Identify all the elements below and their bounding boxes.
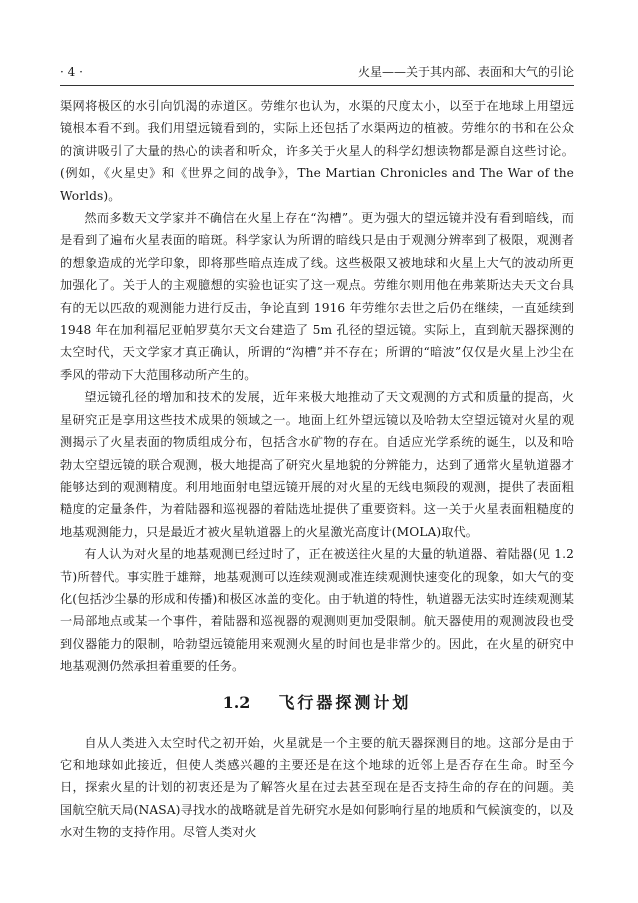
header-rule	[60, 85, 574, 86]
page-header	[60, 62, 574, 82]
section-number: 1.2	[222, 692, 251, 712]
paragraph-3: 望远镜孔径的增加和技术的发展，近年来极大地推动了天文观测的方式和质量的提高，火星研究正是享用这些技术成果的领域之一。地面上红外望远镜以及哈勃太空望远镜对火星的观测揭示了火星表面的物质组成分布，包括含水矿物的存在。自适应光学系统的诞生，以及和哈勃太空望远镜的联合观测，极大地提高了研究火星地貌的分辨能力，达到了通常火星轨道器才能够达到的观测精度。利用地面射电望远镜开展的对火星的无线电频段的观测，提供了表面粗糙度的定量条件，为着陆器和巡视器的着陆选址提供了重要资料。这一关于火星表面粗糙度的地基观测能力，只是最近才被火星轨道器上的火星激光高度计(MOLA)取代。	[60, 390, 574, 539]
paragraph-1: 渠网将极区的水引向饥渴的赤道区。劳维尔也认为，水渠的尺度太小，以至于在地球上用望远镜根本看不到。我们用望远镜看到的，实际上还包括了水渠两边的植被。劳维尔的书和在公众的演讲吸引了大量的热心的读者和听众，许多关于火星人的科学幻想读物都是源自这些讨论。(例如，《火星史》和《世界之间的战争》，The Martian Chronicles and The War of the Worlds)。	[60, 99, 574, 203]
section-title: 飞行器探测计划	[278, 692, 412, 712]
section-heading	[60, 688, 574, 718]
paragraph-5: 自从人类进入太空时代之初开始，火星就是一个主要的航天器探测目的地。这部分是由于它和地球如此接近，但使人类感兴趣的主要还是在这个地球的近邻上是否存在生命。时至今日，探索火星的计划的初衷还是为了解答火星在过去甚至现在是否支持生命的存在的问题。美国航空航天局(NASA)寻找水的战略就是首先研究水是如何影响行星的地质和气候演变的，以及水对生物的支持作用。尽管人类对火	[60, 735, 574, 840]
body-text	[60, 95, 574, 844]
paragraph-4: 有人认为对火星的地基观测已经过时了，正在被送往火星的大量的轨道器、着陆器(见 1.2 节)所替代。事实胜于雄辩，地基观测可以连续观测或准连续观测快速变化的现象，如大气的变化(包括沙尘暴的形成和传播)和极区冰盖的变化。由于轨道的特性，轨道器无法实时连续观测某一局部地点或某一个事件，着陆器和巡视器的观测则更加受限制。航天器使用的观测波段也受到仪器能力的限制，哈勃望远镜能用来观测火星的时间也是非常少的。因此，在火星的研究中地基观测仍然承担着重要的任务。	[60, 547, 574, 674]
running-title: 火星——关于其内部、表面和大气的引论	[357, 65, 574, 79]
paragraph-2: 然而多数天文学家并不确信在火星上存在“沟槽”。更为强大的望远镜并没有看到暗线，而是看到了遍布火星表面的暗斑。科学家认为所谓的暗线只是由于观测分辨率到了极限，观测者的想象造成的光学印象，即将那些暗点连成了线。这些极限又被地球和火星上大气的波动所更加强化了。关于人的主观臆想的实验也证实了这一观点。劳维尔则用他在弗莱斯达夫天文台具有的无以匹敌的观测能力进行反击，争论直到 1916 年劳维尔去世之后仍在继续，一直延续到 1948 年在加利福尼亚帕罗莫尔天文台建造了 5m 孔径的望远镜。实际上，直到航天器探测的太空时代，天文学家才真正确认，所谓的“沟槽”并不存在；所谓的“暗波”仅仅是火星上沙尘在季风的带动下大范围移动所产生的。	[60, 211, 574, 382]
page-number: · 4 ·	[60, 65, 83, 79]
